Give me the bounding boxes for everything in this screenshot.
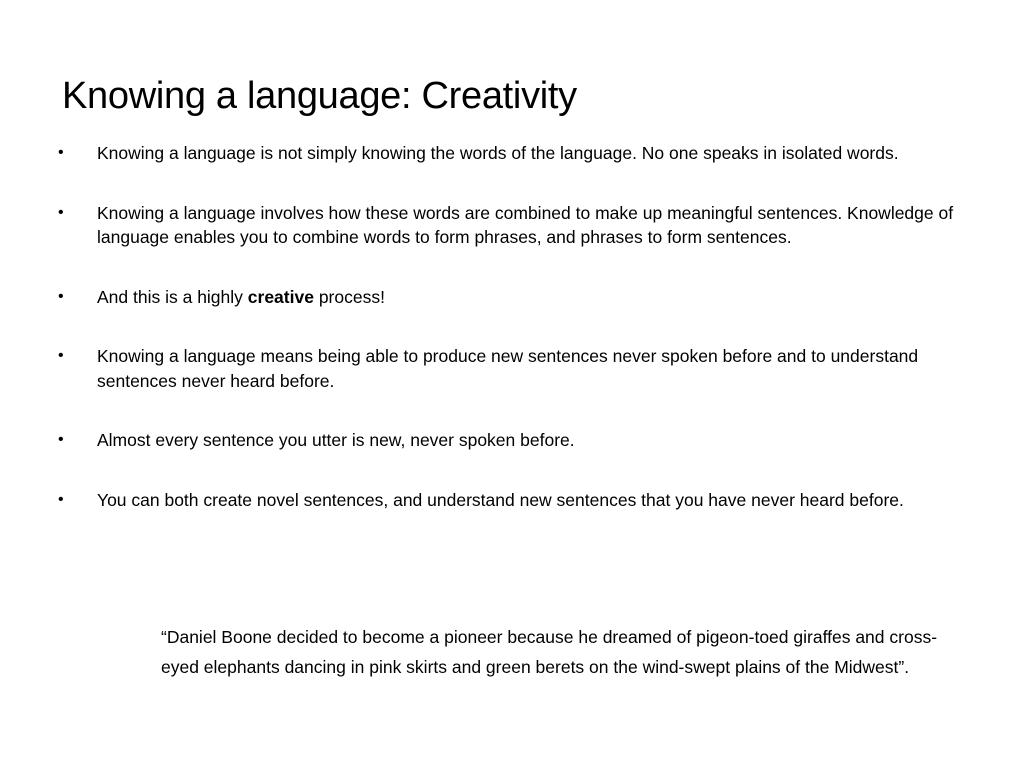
bullet-text: Knowing a language is not simply knowing the words of the language. No one speaks in isolated words.: [97, 143, 899, 163]
bullet-item: [54, 285, 969, 310]
bullet-text: Knowing a language involves how these words are combined to make up meaningful sentences. Knowledge of language enables you to combine words to form phrases, and phrases to form sentences.: [97, 202, 954, 247]
bullet-item: [54, 141, 969, 166]
bullet-text: You can both create novel sentences, and understand new sentences that you have never heard before.: [97, 489, 904, 510]
bullet-text: Knowing a language means being able to produce new sentences never spoken before and to understand sentences never heard before.: [97, 346, 919, 391]
bullet-item: [54, 344, 969, 393]
bullet-text-before: And this is a highly: [97, 286, 248, 307]
bullet-icon: •: [58, 490, 64, 508]
slide-title: Knowing a language: Creativity: [62, 75, 577, 117]
bullet-icon: •: [58, 287, 64, 305]
bullet-item: [54, 488, 969, 513]
bullet-icon: •: [58, 347, 64, 364]
bullet-item: [54, 201, 969, 250]
bullet-icon: •: [58, 431, 64, 448]
bullet-text-after: process!: [313, 286, 385, 307]
bullet-list: [54, 141, 969, 512]
bullet-icon: •: [58, 144, 64, 161]
example-quote: “Daniel Boone decided to become a pioneer because he dreamed of pigeon-toed giraffes and cross-eyed elephants dancing in pink skirts and green berets on the wind-swept plains of the Midwest”.: [161, 627, 938, 677]
bullet-text-emphasis: creative: [247, 286, 314, 307]
bullet-text: Almost every sentence you utter is new, never spoken before.: [97, 430, 575, 450]
bullet-item: [54, 428, 969, 453]
bullet-icon: •: [58, 203, 64, 221]
